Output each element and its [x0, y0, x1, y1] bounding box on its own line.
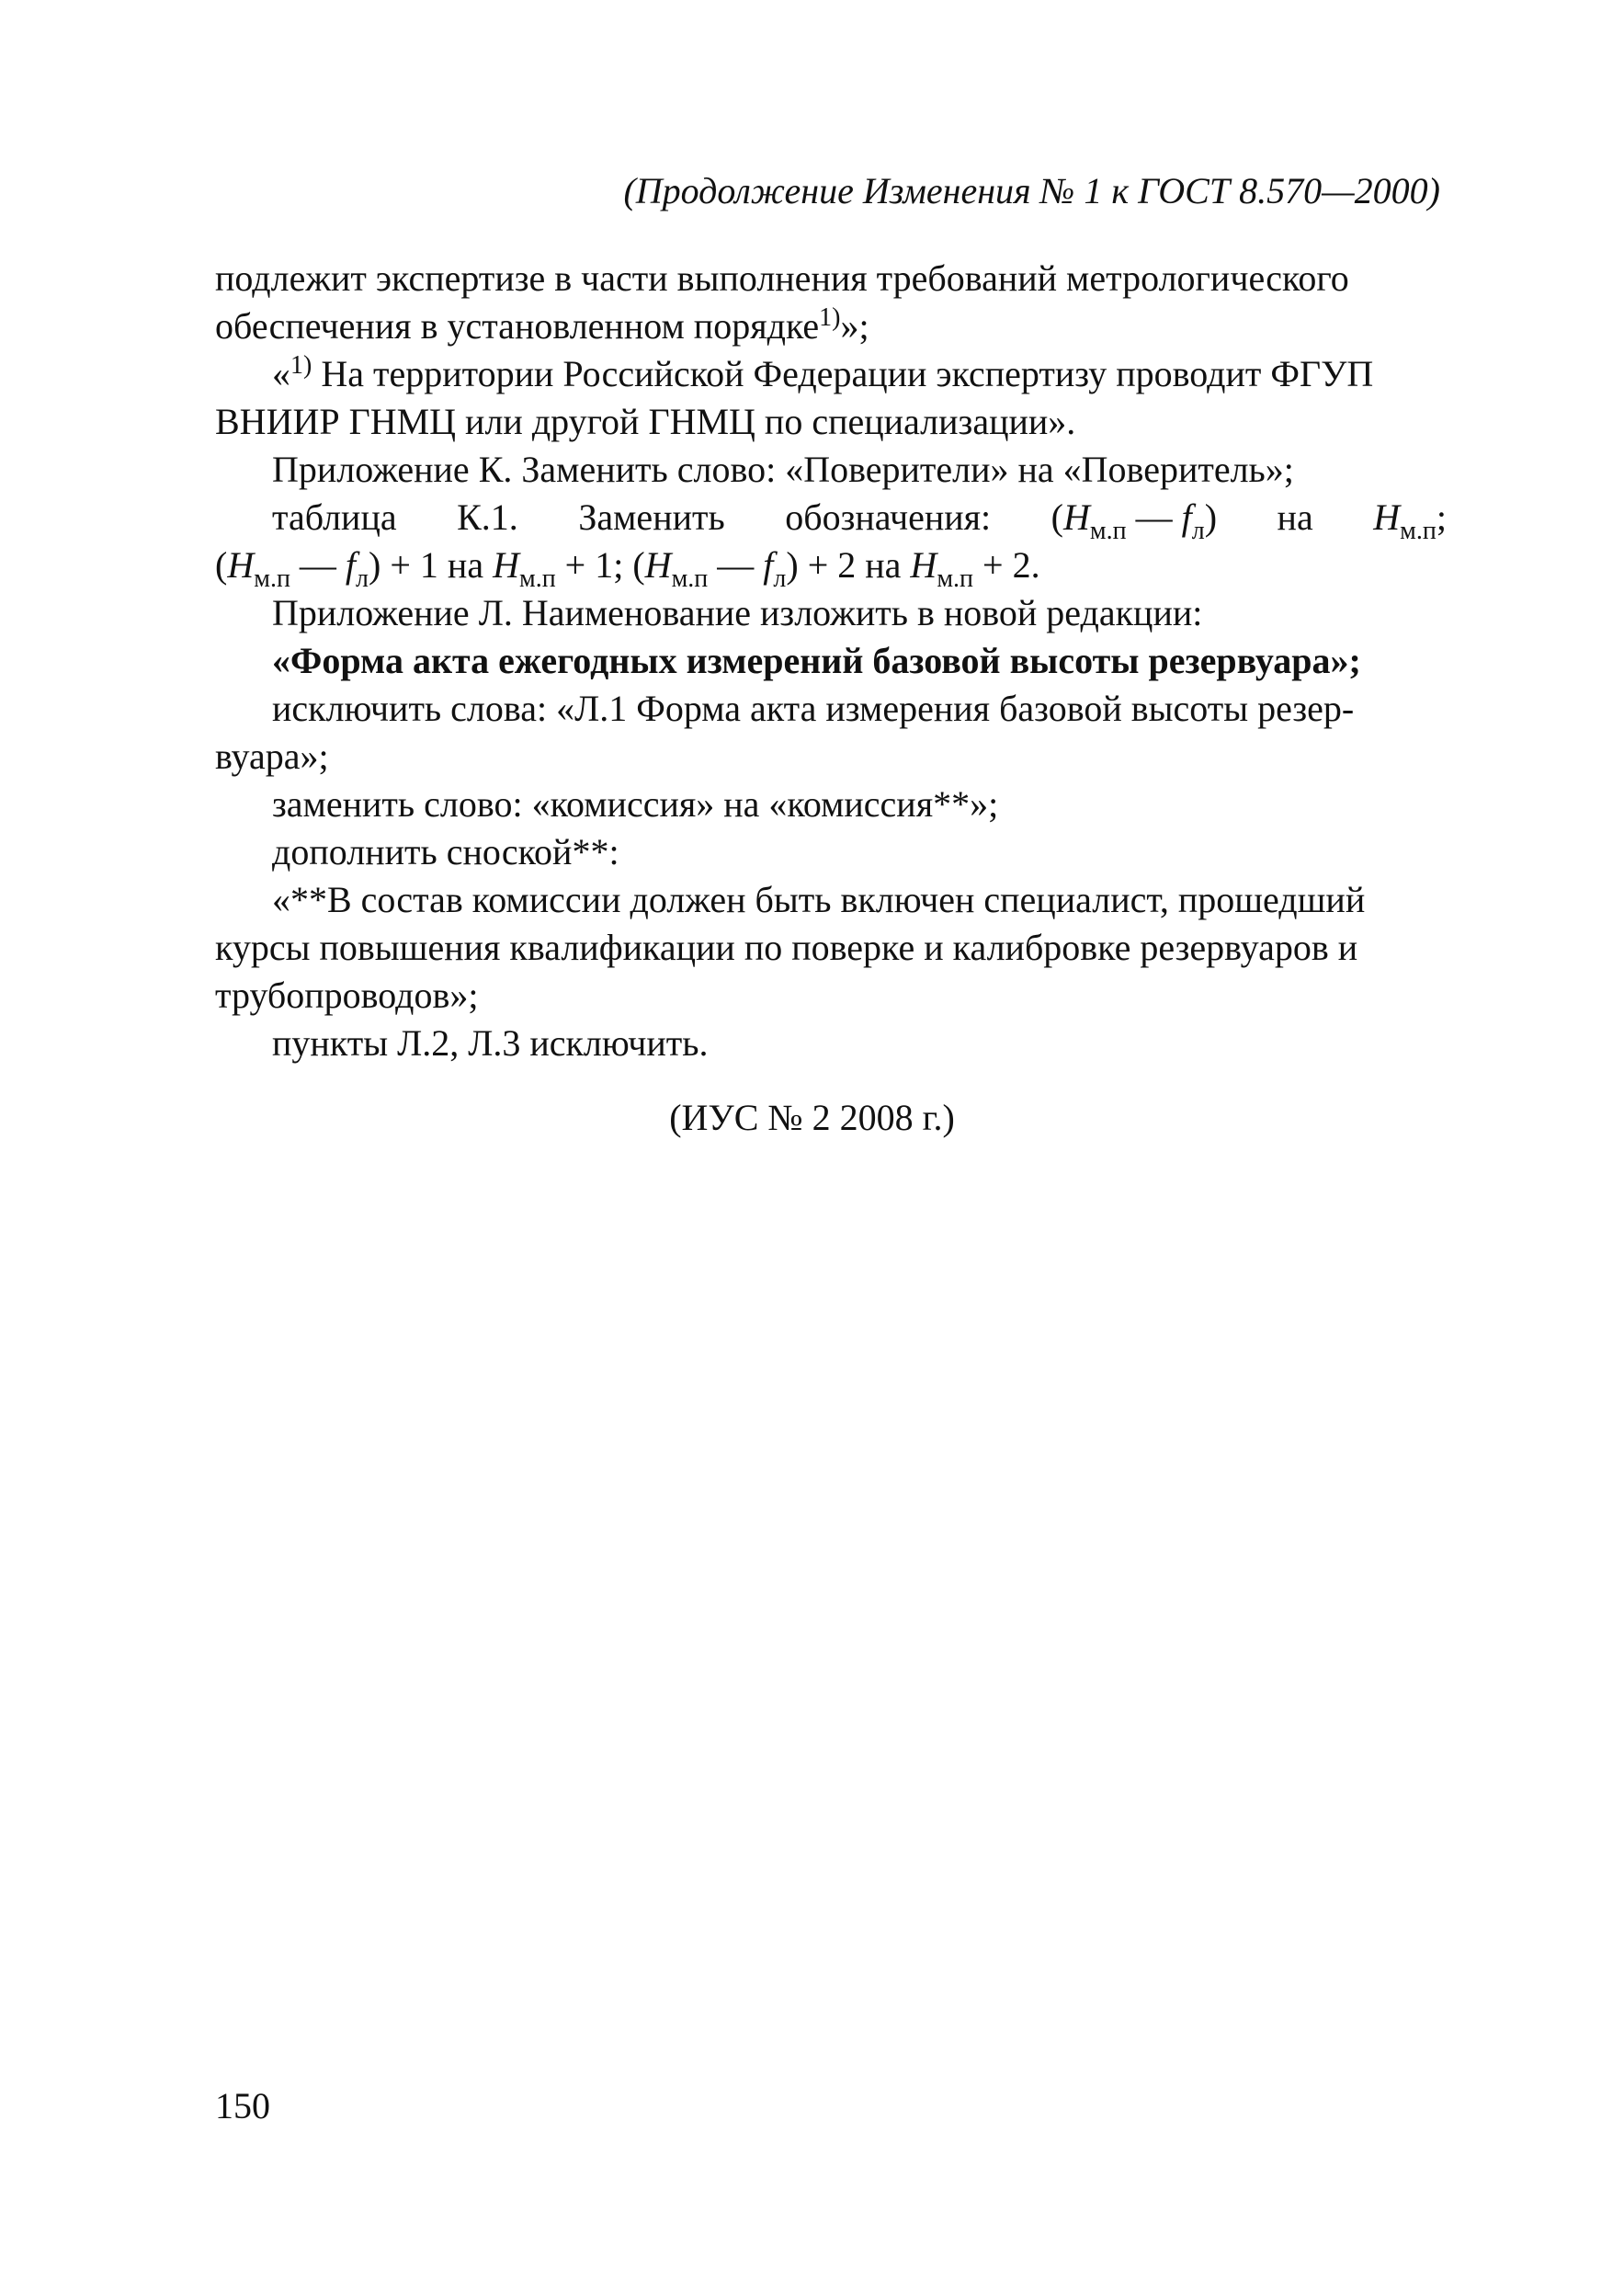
symbol-h: H — [644, 544, 672, 586]
paragraph-line: подлежит экспертизе в части выполнения требований метрологического — [215, 257, 1349, 299]
paragraph-line: пункты Л.2, Л.3 исключить. — [272, 1022, 709, 1064]
subscript: м.п — [671, 564, 709, 593]
word: таблица — [272, 496, 397, 538]
text-fragment: — — [290, 544, 346, 586]
footnote-paragraph — [215, 350, 1447, 398]
footnote-mark: 1) — [819, 303, 841, 332]
symbol-f: f — [763, 544, 774, 586]
word: К.1. — [457, 496, 518, 538]
subscript: м.п — [518, 564, 556, 593]
word: обозначения: — [785, 496, 992, 538]
footnote-mark: 1) — [290, 351, 312, 380]
formula-line — [215, 494, 1447, 545]
text-fragment: « — [272, 353, 290, 394]
text-fragment: + 1; ( — [555, 544, 645, 586]
symbol-h: H — [1373, 496, 1401, 538]
text-fragment: ( — [1050, 496, 1063, 538]
paragraph-line: ВНИИР ГНМЦ или другой ГНМЦ по специализации». — [215, 401, 1076, 442]
form-title-line: «Форма акта ежегодных измерений базовой высоты резервуара»; — [272, 640, 1361, 681]
text-fragment: ) + 2 на — [786, 544, 911, 586]
formula — [1050, 494, 1218, 545]
symbol-f: f — [1181, 496, 1192, 538]
symbol-h: H — [493, 544, 519, 586]
text-fragment: обеспечения в установленном порядке — [215, 305, 820, 347]
formula-line — [215, 542, 1447, 593]
text-fragment: »; — [840, 305, 869, 347]
word: на — [1277, 496, 1313, 538]
paragraph-line: «**В состав комиссии должен быть включен специалист, прошедший — [272, 879, 1366, 920]
paragraph-line — [215, 302, 1447, 350]
subscript: л — [773, 564, 787, 593]
symbol-f: f — [345, 544, 357, 586]
text-fragment: ) + 1 на — [369, 544, 494, 586]
paragraph-line: Приложение К. Заменить слово: «Поверители» на «Поверитель»; — [272, 449, 1294, 490]
text-fragment: На территории Российской Федерации экспертизу проводит ФГУП — [312, 353, 1374, 394]
subscript: л — [356, 564, 369, 593]
paragraph-line: заменить слово: «комиссия» на «комиссия**»; — [272, 783, 999, 825]
symbol-h: H — [1063, 496, 1090, 538]
text-fragment: ; — [1436, 496, 1447, 538]
page-number: 150 — [215, 2085, 270, 2126]
paragraph-line: трубопроводов»; — [215, 975, 479, 1016]
source-reference: (ИУС № 2 2008 г.) — [669, 1097, 955, 1138]
subscript: м.п — [254, 564, 290, 593]
subscript: л — [1191, 517, 1205, 545]
paragraph-line: вуара»; — [215, 735, 329, 777]
text-fragment: — — [1126, 496, 1182, 538]
subscript: м.п — [1400, 517, 1437, 545]
symbol-h: H — [910, 544, 937, 586]
symbol-h: H — [227, 544, 255, 586]
running-header: (Продолжение Изменения № 1 к ГОСТ 8.570—2000) — [623, 170, 1440, 211]
formula — [1373, 494, 1447, 545]
subscript: м.п — [937, 564, 974, 593]
text-fragment: ) — [1204, 496, 1218, 538]
subscript: м.п — [1089, 517, 1127, 545]
text-fragment: — — [708, 544, 764, 586]
paragraph-line: дополнить сноской**: — [272, 831, 619, 872]
paragraph-line: курсы повышения квалификации по поверке и калибровке резервуаров и — [215, 927, 1358, 968]
text-fragment: + 2. — [973, 544, 1040, 586]
word: Заменить — [578, 496, 725, 538]
text-fragment: ( — [215, 544, 228, 586]
paragraph-line: исключить слова: «Л.1 Форма акта измерения базовой высоты резер- — [272, 688, 1355, 729]
document-body — [215, 255, 1447, 1067]
paragraph-line: Приложение Л. Наименование изложить в новой редакции: — [272, 592, 1203, 633]
